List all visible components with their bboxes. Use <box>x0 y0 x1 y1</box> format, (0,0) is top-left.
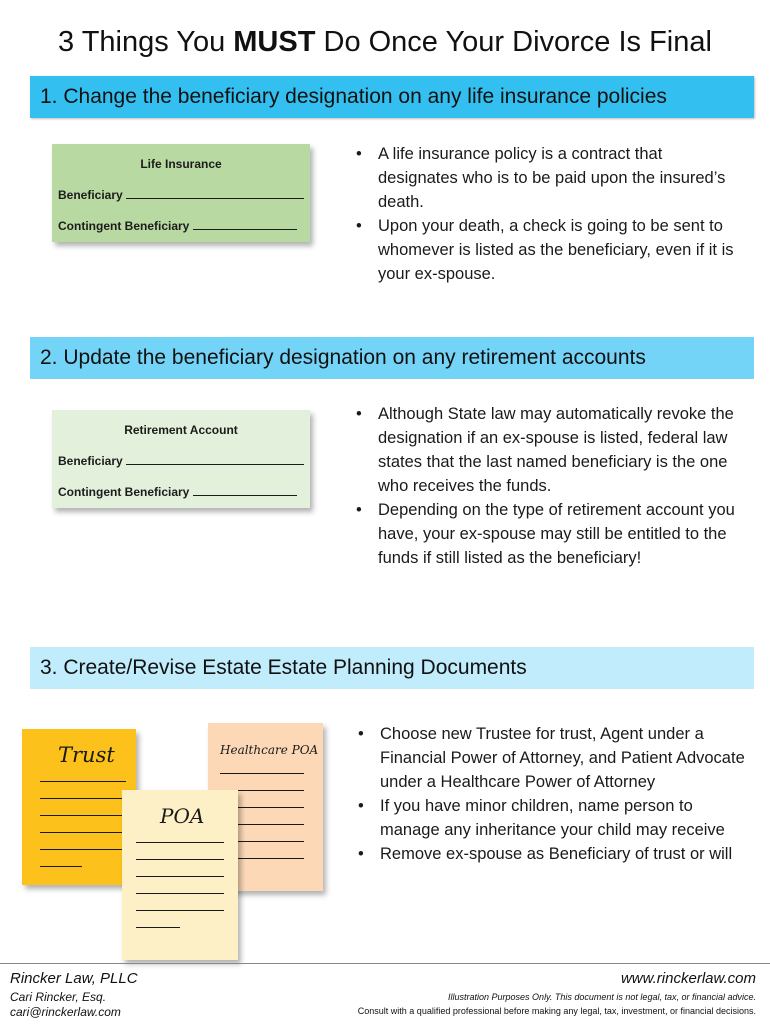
doc-line <box>136 893 224 894</box>
doc-line <box>136 859 224 860</box>
section-1-heading: 1. Change the beneficiary designation on any life insurance policies <box>30 76 754 118</box>
footer-divider <box>0 963 770 964</box>
bullet-text: Upon your death, a check is going to be sent to whomever is listed as the beneficiary, even if it is your ex-spouse. <box>378 217 734 283</box>
contingent-beneficiary-label: Contingent Beneficiary <box>58 219 190 233</box>
title-emphasis: MUST <box>233 26 316 58</box>
bullet-item <box>356 142 746 214</box>
section-2-heading: 2. Update the beneficiary designation on any retirement accounts <box>30 337 754 379</box>
title-pre: 3 Things You <box>58 26 234 58</box>
poa-doc-title: POA <box>160 804 205 828</box>
trust-doc-title: Trust <box>58 743 115 767</box>
footer-email-link[interactable]: cari@rinckerlaw.com <box>10 1005 121 1019</box>
doc-line <box>136 842 224 843</box>
doc-line <box>136 876 224 877</box>
title-post: Do Once Your Divorce Is Final <box>315 26 712 58</box>
doc-line <box>136 927 180 928</box>
section-3-bullets <box>358 722 753 866</box>
doc-line <box>136 910 224 911</box>
doc-line <box>220 773 304 774</box>
doc-line <box>40 832 126 833</box>
blank-underline <box>193 485 297 496</box>
bullet-glyph: • <box>358 845 364 863</box>
bullet-item <box>358 794 753 842</box>
bullet-glyph: • <box>356 217 362 235</box>
footer-website-link[interactable]: www.rinckerlaw.com <box>620 970 756 987</box>
bullet-text: Although State law may automatically revoke the designation if an ex-spouse is listed, federal law states that the last named beneficiary is the one who receives the funds. <box>378 405 734 495</box>
footer-disclaimer-consult: Consult with a qualified professional before making any legal, tax, investment, or financial decisions. <box>357 1006 756 1016</box>
doc-line <box>40 849 126 850</box>
blank-underline <box>126 188 304 199</box>
healthcare-doc-title: Healthcare POA <box>220 743 319 757</box>
card-title: Life Insurance <box>140 157 222 171</box>
contingent-beneficiary-line <box>58 219 304 237</box>
doc-line <box>40 866 82 867</box>
section-1-bullets <box>356 142 746 286</box>
life-insurance-card <box>52 144 310 242</box>
section-3-heading: 3. Create/Revise Estate Estate Planning Documents <box>30 647 754 689</box>
contingent-beneficiary-label: Contingent Beneficiary <box>58 485 190 499</box>
bullet-item <box>358 842 753 866</box>
beneficiary-label: Beneficiary <box>58 188 123 202</box>
beneficiary-line <box>58 188 304 206</box>
blank-underline <box>193 219 297 230</box>
bullet-glyph: • <box>356 501 362 519</box>
bullet-text: A life insurance policy is a contract that designates who is to be paid upon the insured’s death. <box>378 145 726 211</box>
footer-firm-name: Rincker Law, PLLC <box>10 970 138 987</box>
doc-line <box>40 815 126 816</box>
doc-line <box>40 781 126 782</box>
bullet-text: Depending on the type of retirement account you have, your ex-spouse may still be entitled to the funds if still listed as the beneficiary! <box>378 501 735 567</box>
bullet-glyph: • <box>356 405 362 423</box>
bullet-glyph: • <box>356 145 362 163</box>
poa-document-icon <box>122 790 238 960</box>
doc-line <box>40 798 126 799</box>
trust-document-icon <box>22 729 136 885</box>
page-title <box>0 26 770 59</box>
beneficiary-label: Beneficiary <box>58 454 123 468</box>
bullet-item <box>356 402 746 498</box>
retirement-account-card <box>52 410 310 508</box>
bullet-text: If you have minor children, name person to manage any inheritance your child may receive <box>380 797 725 839</box>
beneficiary-line <box>58 454 304 472</box>
card-title: Retirement Account <box>124 423 238 437</box>
footer-attorney-name: Cari Rincker, Esq. <box>10 990 107 1004</box>
bullet-item <box>356 498 746 570</box>
bullet-item <box>356 214 746 286</box>
bullet-item <box>358 722 753 794</box>
bullet-text: Choose new Trustee for trust, Agent under a Financial Power of Attorney, and Patient Advocate under a Healthcare Power of Attorney <box>380 725 745 791</box>
bullet-glyph: • <box>358 797 364 815</box>
footer-disclaimer: Illustration Purposes Only. This document is not legal, tax, or financial advice. <box>448 992 756 1002</box>
bullet-glyph: • <box>358 725 364 743</box>
contingent-beneficiary-line <box>58 485 304 503</box>
blank-underline <box>126 454 304 465</box>
bullet-text: Remove ex-spouse as Beneficiary of trust or will <box>380 845 733 863</box>
section-2-bullets <box>356 402 746 570</box>
